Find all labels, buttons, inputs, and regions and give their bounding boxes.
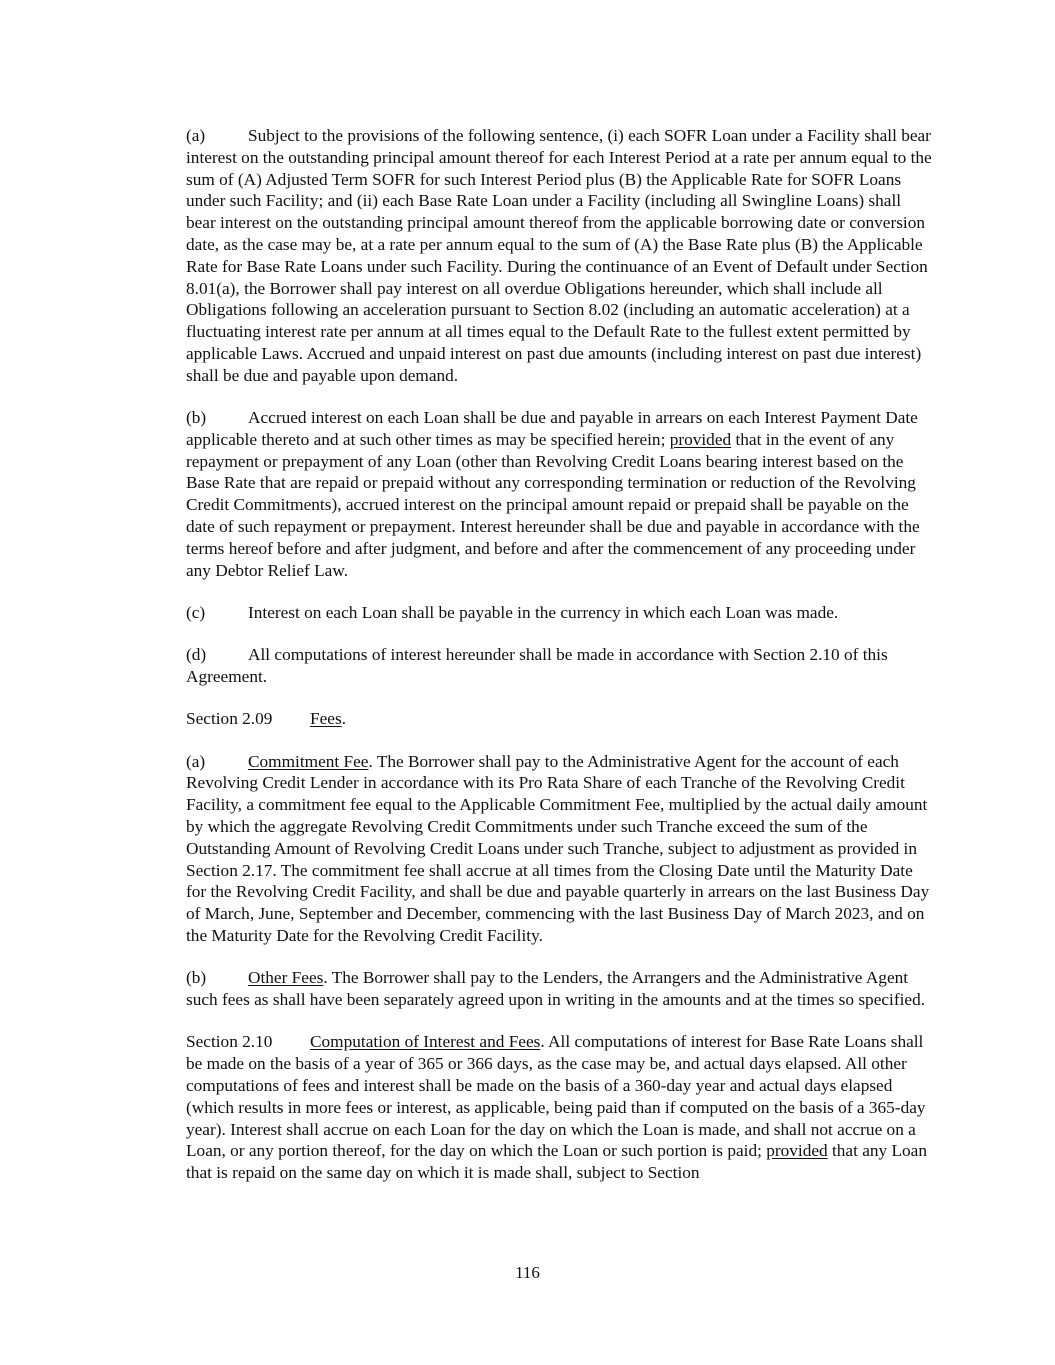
- paragraph-text: that in the event of any repayment or prepayment of any Loan (other than Revolving Credit Loans bearing interest based on the Base Rate that are repaid or prepaid without any corresponding termination or reduction of the Revolving Credit Commitments), accrued interest on the principal amount repaid or prepaid shall be payable on the date of such repayment or prepayment. Interest hereunder shall be due and payable in accordance with the terms hereof before and after judgment, and before and after the commencement of any proceeding under any Debtor Relief Law.: [186, 429, 920, 580]
- paragraph-2-09-b: [124, 967, 932, 1011]
- commitment-fee-heading: Commitment Fee: [248, 751, 369, 771]
- paragraph-label: (b): [186, 408, 207, 428]
- paragraph-2-08-d: [124, 644, 932, 688]
- paragraph-text: All computations of interest hereunder shall be made in accordance with Section 2.10 of this Agreement.: [186, 645, 888, 687]
- paragraph-label: (a): [186, 126, 206, 145]
- section-title: Fees: [310, 709, 342, 729]
- provided-underlined-term: provided: [669, 429, 732, 449]
- paragraph-2-09-a: [124, 751, 932, 947]
- paragraph-2-08-c: [124, 602, 932, 624]
- section-number: Section 2.09: [186, 709, 273, 729]
- document-page: [124, 125, 932, 1204]
- paragraph-label: (c): [186, 602, 206, 622]
- paragraph-text: . All computations of interest for Base Rate Loans shall be made on the basis of a year of 365 or 366 days, as the case may be, and actual days elapsed. All other computations of fees and interest shall be made on the basis of a 360-day year and actual days elapsed (which results in more fees or interest, as applicable, being paid than if computed on the basis of a 365-day year). Interest shall accrue on each Loan for the day on which the Loan is made, and shall not accrue on a Loan, or any portion thereof, for the day on which the Loan or such portion is paid;: [186, 1032, 926, 1161]
- paragraph-text: . The Borrower shall pay to the Lenders, the Arrangers and the Administrative Agent such fees as shall have been separately agreed upon in writing in the amounts and at the times so specified.: [186, 968, 926, 1010]
- paragraph-label: (d): [186, 645, 207, 665]
- section-title: Computation of Interest and Fees: [310, 1032, 541, 1052]
- paragraph-text: Accrued interest on each Loan shall be due and payable in arrears on each Interest Payment Date applicable thereto and at such other times as may be specified herein;: [186, 408, 918, 449]
- section-2-10: [124, 1031, 932, 1184]
- paragraph-2-08-a: [124, 125, 932, 387]
- paragraph-text: . The Borrower shall pay to the Administrative Agent for the account of each Revolving Credit Lender in accordance with its Pro Rata Share of each Tranche of the Revolving Credit Facility, a commitment fee equal to the Applicable Commitment Fee, multiplied by the actual daily amount by which the aggregate Revolving Credit Commitments under such Tranche exceed the sum of the Outstanding Amount of Revolving Credit Loans under such Tranche, subject to adjustment as provided in Section 2.17. The commitment fee shall accrue at all times from the Closing Date until the Maturity Date for the Revolving Credit Facility, and shall be due and payable quarterly in arrears on the last Business Day of March, June, September and December, commencing with the last Business Day of March 2023, and on the Maturity Date for the Revolving Credit Facility.: [186, 751, 930, 945]
- page-number: 116: [515, 1263, 540, 1282]
- section-number: Section 2.10: [186, 1032, 273, 1052]
- section-title-suffix: .: [341, 709, 347, 729]
- other-fees-heading: Other Fees: [248, 968, 324, 988]
- paragraph-label: (a): [186, 751, 206, 771]
- paragraph-2-08-b: [124, 407, 932, 581]
- provided-underlined-term: provided: [766, 1141, 828, 1161]
- paragraph-label: (b): [186, 968, 207, 988]
- paragraph-text: that any Loan that is repaid on the same day on which it is made shall, subject to Section: [186, 1141, 927, 1183]
- paragraph-text: Subject to the provisions of the following sentence, (i) each SOFR Loan under a Facility shall bear interest on the outstanding principal amount thereof for each Interest Period at a rate per annum equal to the sum of (A) Adjusted Term SOFR for such Interest Period plus (B) the Applicable Rate for SOFR Loans under such Facility; and (ii) each Base Rate Loan under a Facility (including all Swingline Loans) shall bear interest on the outstanding principal amount thereof from the applicable borrowing date or conversion date, as the case may be, at a rate per annum equal to the sum of (A) the Base Rate plus (B) the Applicable Rate for Base Rate Loans under such Facility. During the continuance of an Event of Default under Section 8.01(a), the Borrower shall pay interest on all overdue Obligations hereunder, which shall include all Obligations following an acceleration pursuant to Section 8.02 (including an automatic acceleration) at a fluctuating interest rate per annum at all times equal to the Default Rate to the fullest extent permitted by applicable Laws. Accrued and unpaid interest on past due amounts (including interest on past due interest) shall be due and payable upon demand.: [186, 126, 932, 385]
- paragraph-text: Interest on each Loan shall be payable in the currency in which each Loan was made.: [248, 602, 839, 622]
- section-2-09-heading: [124, 708, 932, 730]
